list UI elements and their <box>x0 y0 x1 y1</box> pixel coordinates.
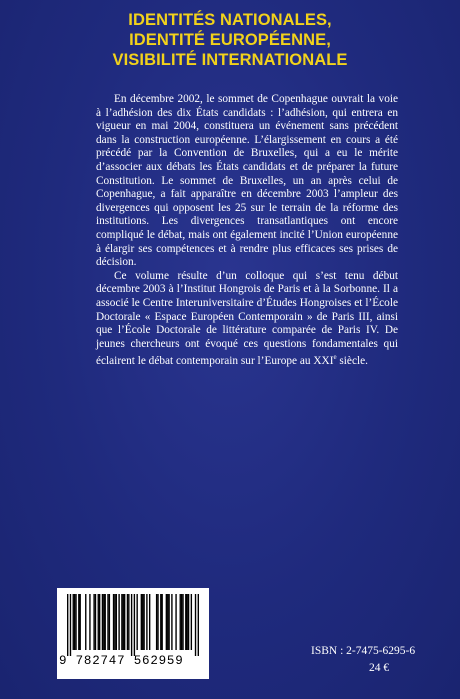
barcode-bar <box>166 594 167 650</box>
barcode-bar <box>124 594 125 650</box>
century-superscript: e <box>333 353 337 362</box>
book-title <box>0 10 460 70</box>
barcode-bar <box>142 594 143 650</box>
barcode-bar <box>85 594 86 650</box>
blurb-paragraph-2-end: siècle. <box>336 355 368 368</box>
title-line-2: IDENTITÉ EUROPÉENNE, <box>129 31 331 49</box>
barcode-bar <box>134 594 135 656</box>
barcode-bar <box>161 594 162 650</box>
barcode-bar <box>127 594 128 650</box>
barcode-bar <box>73 594 74 650</box>
barcode-bar <box>123 594 124 650</box>
barcode-bar <box>128 594 129 650</box>
barcode-bar <box>102 594 103 650</box>
barcode-bar <box>109 594 110 650</box>
barcode-bar <box>89 594 90 650</box>
barcode-bar <box>67 594 68 656</box>
barcode-bar <box>136 594 137 650</box>
barcode-bar <box>118 594 119 650</box>
barcode-digits: 9 782747 562959 <box>59 654 184 668</box>
blurb-paragraph-2 <box>96 270 398 369</box>
barcode-bar <box>93 594 94 650</box>
barcode-bar <box>143 594 144 650</box>
barcode-bar <box>191 594 192 650</box>
price-label: 24 € <box>369 662 390 674</box>
barcode-bar <box>103 594 104 650</box>
barcode-bar <box>113 594 114 650</box>
barcode-bar <box>182 594 183 650</box>
title-line-3: VISIBILITÉ INTERNATIONALE <box>112 51 348 69</box>
barcode-bar <box>98 594 99 650</box>
barcode-bar <box>198 594 199 656</box>
barcode-bar <box>116 594 117 650</box>
barcode-bar <box>171 594 172 650</box>
barcode-bar <box>78 594 79 650</box>
barcode-bar <box>131 594 132 656</box>
barcode-bar <box>180 594 181 650</box>
barcode-bars <box>67 594 199 656</box>
barcode-bar <box>74 594 75 650</box>
barcode <box>57 588 209 679</box>
title-line-1: IDENTITÉS NATIONALES, <box>128 11 332 29</box>
barcode-bar <box>121 594 122 650</box>
barcode-bar <box>185 594 186 650</box>
barcode-bar <box>160 594 161 650</box>
barcode-bar <box>107 594 108 650</box>
barcode-bar <box>181 594 182 650</box>
barcode-bar <box>95 594 96 650</box>
blurb-paragraph-2-text: Ce volume résulte d’un colloque qui s’est tenu début décembre 2003 à l’Institut Hongrois de Paris et à la Sorbonne. Il a associé le Centre Interuniversitaire d’Études Hongroises et l’École Doctorale « Espace Européen Contemporain » de Paris III, ainsi que l’École Doctorale de littérature comparée de Paris IV. De jeunes chercheurs ont évoqué ces questions fondamentales qui éclairent le débat contemporain sur l’Europe au <box>96 269 398 368</box>
barcode-bar <box>167 594 168 650</box>
barcode-bar <box>186 594 187 650</box>
barcode-bar <box>70 594 71 656</box>
barcode-bar <box>195 594 196 656</box>
century-label: XXI <box>313 355 334 368</box>
barcode-bar <box>141 594 142 650</box>
barcode-bar <box>114 594 115 650</box>
blurb <box>96 93 398 369</box>
barcode-bar <box>168 594 169 650</box>
barcode-bar <box>188 594 189 650</box>
blurb-paragraph-1: En décembre 2002, le sommet de Copenhague ouvrait la voie à l’adhésion des dix États candidats : l’adhésion, qui entrera en vigueur en mai 2004, constituera un événement sans précédent dans la construction européenne. L’élargissement en cours a été précédé par la Convention de Bruxelles, qui a eu le mérite d’associer aux débats les États candidats et de préparer la future Constitution. Le sommet de Bruxelles, un an après celui de Copenhague, a fait apparaître en décembre 2003 l’ampleur des divergences qui opposent les 25 sur le terrain de la réforme des institutions. Les divergences transatlantiques ont encore compliqué le débat, mais ont également incité l’Union européenne à élargir ses compétences et à rendre plus efficaces ses prises de décision. <box>96 93 398 269</box>
barcode-bar <box>99 594 100 650</box>
barcode-bar <box>146 594 147 650</box>
isbn-number: ISBN : 2-7475-6295-6 <box>311 645 416 657</box>
barcode-bar <box>157 594 158 650</box>
barcode-bar <box>105 594 106 650</box>
barcode-bar <box>149 594 150 650</box>
barcode-bar <box>175 594 176 650</box>
barcode-bar <box>80 594 81 650</box>
barcode-bar <box>75 594 76 650</box>
barcode-bar <box>156 594 157 650</box>
